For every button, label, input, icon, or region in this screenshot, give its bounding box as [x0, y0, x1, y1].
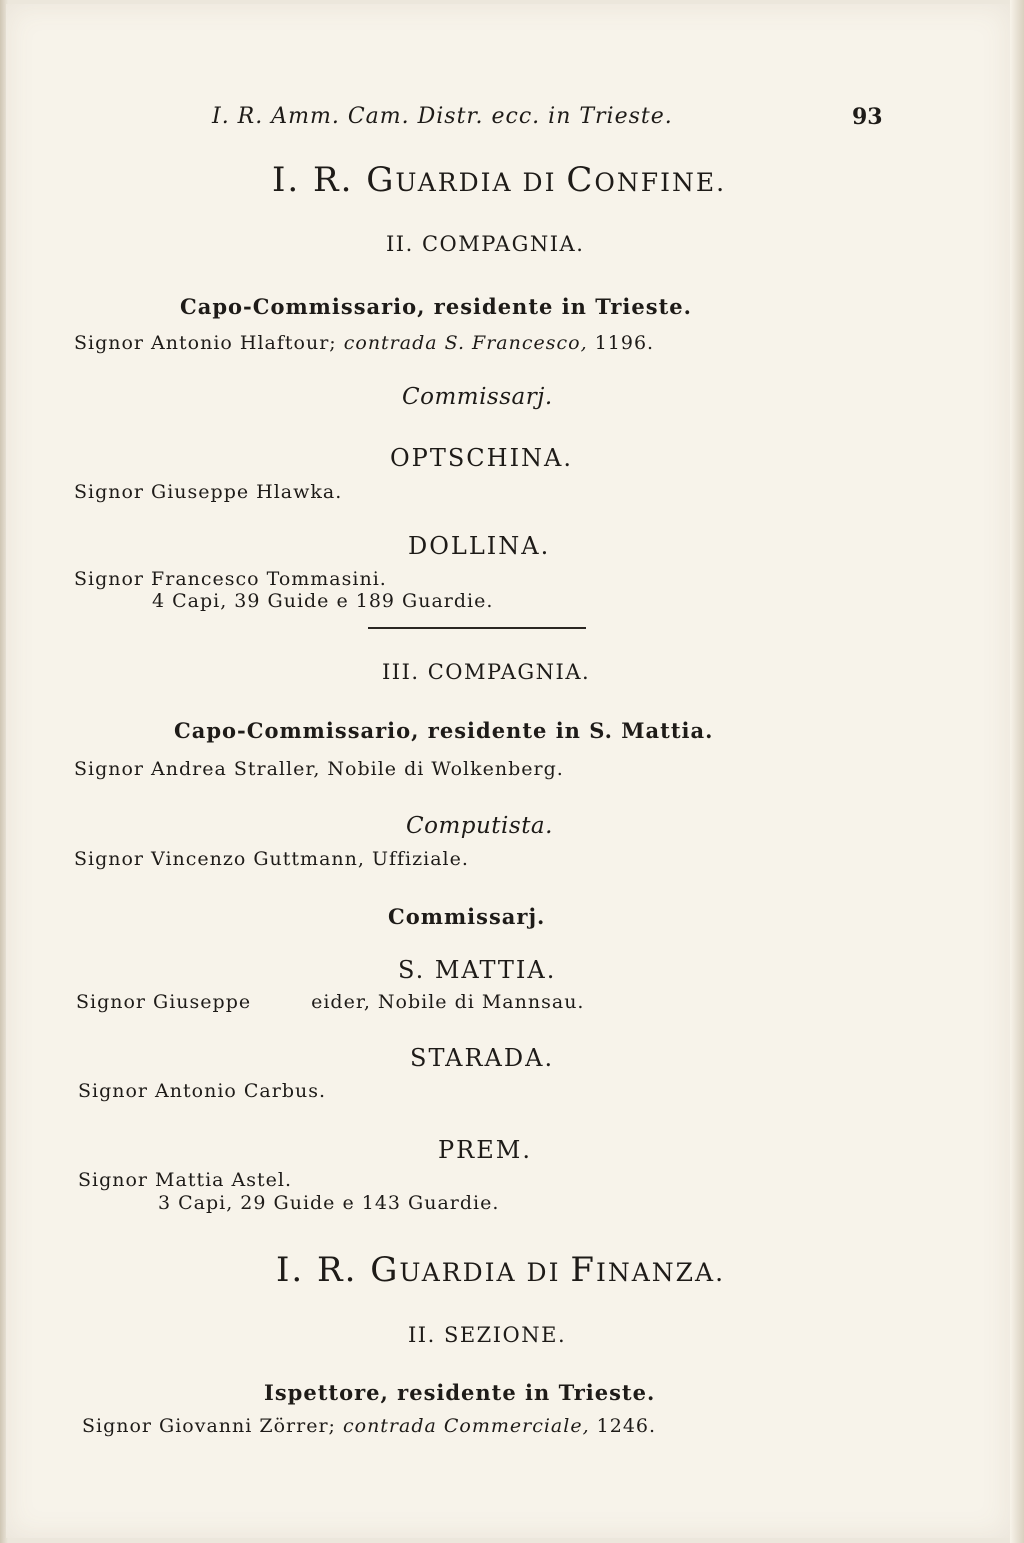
- ispettore-entry: [82, 1417, 656, 1436]
- summary-line: 4 Capi, 39 Guide e 189 Guardie.: [152, 590, 494, 612]
- place-heading: DOLLINA.: [408, 532, 551, 560]
- sezione-heading: II. SEZIONE.: [408, 1323, 567, 1347]
- title-part: I. R. G: [276, 1250, 400, 1290]
- house-number: 1246.: [596, 1415, 657, 1437]
- house-number: 1196.: [594, 332, 655, 354]
- place-heading: STARADA.: [410, 1044, 555, 1072]
- title-part: DI: [512, 168, 567, 197]
- summary-line: 3 Capi, 29 Guide e 143 Guardie.: [158, 1192, 500, 1214]
- page-edge: [1010, 0, 1024, 1543]
- capo-entry: [74, 334, 654, 353]
- title-part: DI: [516, 1258, 571, 1287]
- capo-heading: Capo-Commissario, residente in Trieste.: [180, 294, 692, 319]
- running-title: I. R. Amm. Cam. Distr. ecc. in Trieste.: [212, 104, 673, 129]
- title-part: F: [570, 1250, 596, 1290]
- address: contrada S. Francesco,: [343, 332, 588, 354]
- person-entry: Signor Vincenzo Guttmann, Uffiziale.: [74, 848, 469, 870]
- computista-heading: Computista.: [406, 813, 553, 839]
- person-name-part: Signor Giuseppe: [76, 991, 252, 1013]
- ispettore-heading: Ispettore, residente in Trieste.: [264, 1380, 656, 1405]
- person-entry: [76, 993, 584, 1012]
- section-divider: [368, 627, 586, 629]
- person-name: Signor Giovanni Zörrer;: [82, 1415, 336, 1437]
- company-heading: II. COMPAGNIA.: [386, 232, 585, 256]
- page-number: 93: [852, 104, 883, 130]
- title-part: I. R. G: [272, 160, 396, 200]
- commissari-heading: Commissarj.: [388, 904, 546, 929]
- person-entry: Signor Andrea Straller, Nobile di Wolkenberg.: [74, 758, 564, 780]
- title-part: ONFINE.: [594, 168, 727, 197]
- place-heading: PREM.: [438, 1136, 532, 1164]
- section-title-guardia-confine: [272, 160, 727, 200]
- place-heading: S. MATTIA.: [398, 956, 557, 984]
- capo-heading: Capo-Commissario, residente in S. Mattia.: [174, 718, 714, 743]
- place-heading: OPTSCHINA.: [390, 444, 574, 472]
- title-part: INANZA.: [596, 1258, 726, 1287]
- person-entry: Signor Francesco Tommasini.: [74, 568, 387, 590]
- commissari-heading: Commissarj.: [402, 384, 553, 410]
- title-part: UARDIA: [395, 168, 513, 197]
- person-entry: Signor Mattia Astel.: [78, 1169, 293, 1191]
- person-name: Signor Antonio Hlaftour;: [74, 332, 337, 354]
- person-entry: Signor Giuseppe Hlawka.: [74, 481, 343, 503]
- section-title-guardia-finanza: [276, 1250, 726, 1290]
- title-part: UARDIA: [399, 1258, 517, 1287]
- address: contrada Commerciale,: [342, 1415, 590, 1437]
- title-part: C: [566, 160, 595, 200]
- company-heading: III. COMPAGNIA.: [382, 660, 591, 684]
- person-entry: Signor Antonio Carbus.: [78, 1080, 327, 1102]
- person-name-part: eider, Nobile di Mannsau.: [311, 991, 585, 1013]
